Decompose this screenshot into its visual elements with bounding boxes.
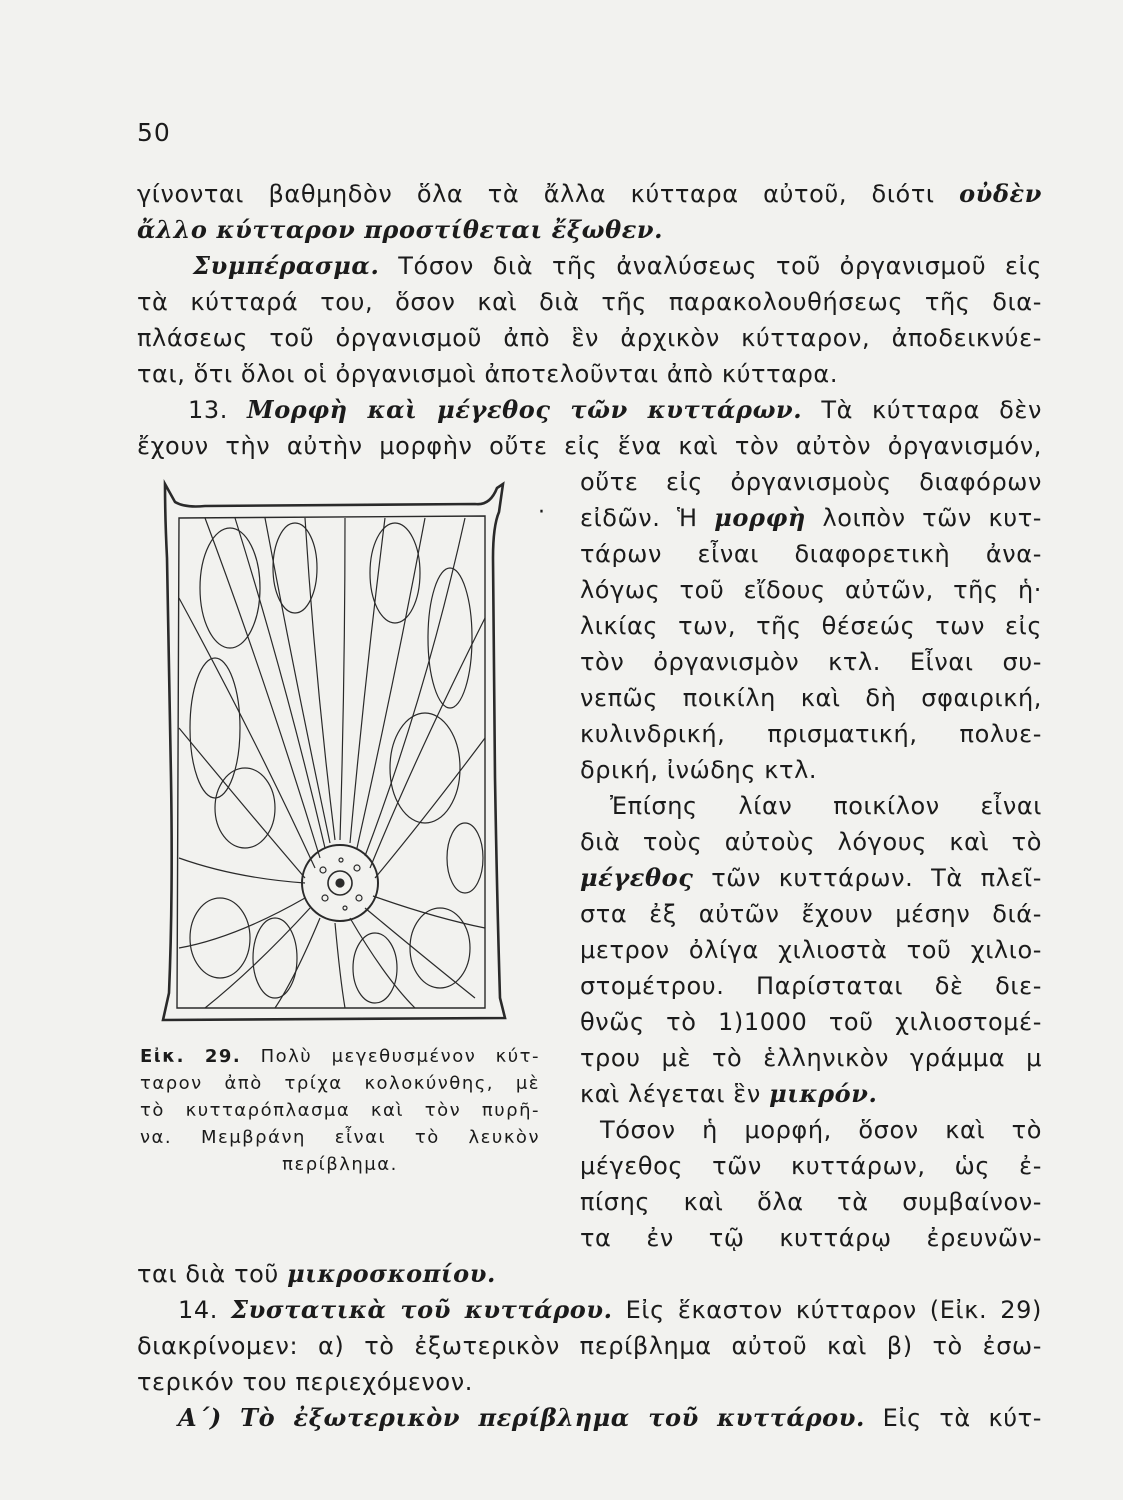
text-line: πίσης καὶ ὅλα τὰ συμβαίνον- xyxy=(580,1188,1042,1216)
text-line: ἔχουν τὴν αὐτὴν μορφὴν οὔτε εἰς ἕνα καὶ τὸν αὐτὸν ὀργανισμόν, xyxy=(137,432,1042,460)
text-line: στομέτρου. Παρίσταται δὲ διε- xyxy=(580,972,1042,1000)
text-line: λικίας των, τῆς θέσεώς των εἰς xyxy=(580,612,1042,640)
text-line: ται, ὅτι ὅλοι οἱ ὀργανισμοὶ ἀποτελοῦνται ἀπὸ κύτταρα. xyxy=(137,360,839,388)
text-line: λόγως τοῦ εἴδους αὐτῶν, τῆς ἡ· xyxy=(580,576,1042,604)
text-line: εἰδῶν. Ἡ μορφὴ λοιπὸν τῶν κυτ- xyxy=(580,503,1043,532)
section-heading: Μορφὴ καὶ μέγεθος τῶν κυττάρων. xyxy=(247,395,803,424)
text-line: τάρων εἶναι διαφορετικὴ ἀνα- xyxy=(580,540,1042,568)
text-line: μετρον ὀλίγα χιλιοστὰ τοῦ χιλιο- xyxy=(580,936,1042,964)
emphasis: μορφὴ xyxy=(714,503,806,532)
text-line: κυλινδρική, πρισματική, πολυε- xyxy=(580,720,1042,748)
emphasis: μέγεθος xyxy=(580,863,694,892)
text-line: τὸν ὀργανισμὸν κτλ. Εἶναι συ- xyxy=(580,648,1042,676)
figure-caption-line: τὸ κυτταρόπλασμα καὶ τὸν πυρῆ- xyxy=(140,1100,540,1121)
figure-caption-line: να. Μεμβράνη εἶναι τὸ λευκὸν xyxy=(140,1127,540,1148)
text-line: ται διὰ τοῦ μικροσκοπίου. xyxy=(137,1259,496,1288)
margin-mark: · xyxy=(538,500,545,525)
text-line: διακρίνομεν: α) τὸ ἐξωτερικὸν περίβλημα αὐτοῦ καὶ β) τὸ ἐσω- xyxy=(137,1332,1042,1360)
text-line: Συμπέρασμα. Τόσον διὰ τῆς ἀναλύσεως τοῦ ὀργανισμοῦ εἰς xyxy=(193,251,1042,280)
text-line: Τόσον ἡ μορφή, ὅσον καὶ τὸ xyxy=(600,1116,1042,1144)
cell-illustration xyxy=(145,478,535,1033)
figure-caption-line: περίβλημα. xyxy=(282,1154,398,1175)
figure-caption-line: ταρον ἀπὸ τρίχα κολοκύνθης, μὲ xyxy=(140,1073,540,1094)
text-line: στα ἐξ αὐτῶν ἔχουν μέσην διά- xyxy=(580,900,1042,928)
text-line: γίνονται βαθμηδὸν ὅλα τὰ ἄλλα κύτταρα αὐτοῦ, διότι οὐδὲν xyxy=(137,179,1042,208)
text-line: οὔτε εἰς ὀργανισμοὺς διαφόρων xyxy=(580,468,1042,496)
text-line: διὰ τοὺς αὐτοὺς λόγους καὶ τὸ xyxy=(580,828,1042,856)
text-line: τρου μὲ τὸ ἑλληνικὸν γράμμα μ xyxy=(580,1044,1042,1072)
text-line: τερικόν του περιεχόμενον. xyxy=(137,1368,473,1396)
figure-caption: Εἰκ. 29. Πολὺ μεγεθυσμένον κύτ- xyxy=(140,1046,540,1067)
emphasis: οὐδὲν xyxy=(959,179,1042,208)
section-heading: Συστατικὰ τοῦ κυττάρου. xyxy=(231,1295,613,1324)
text-line: Ἐπίσης λίαν ποικίλον εἶναι xyxy=(610,792,1042,820)
text-line: Α΄) Τὸ ἐξωτερικὸν περίβλημα τοῦ κυττάρου. Εἰς τὰ κύτ- xyxy=(178,1403,1042,1432)
text-line: 13. Μορφὴ καὶ μέγεθος τῶν κυττάρων. Τὰ κύτταρα δὲν xyxy=(188,395,1042,424)
page-number: 50 xyxy=(137,118,171,147)
text-line: τὰ κύτταρά του, ὅσον καὶ διὰ τῆς παρακολουθήσεως τῆς δια- xyxy=(137,288,1042,316)
text-line: θνῶς τὸ 1)1000 τοῦ χιλιοστομέ- xyxy=(580,1008,1042,1036)
figure-label: Εἰκ. 29. xyxy=(140,1046,242,1067)
cell-drawing xyxy=(145,478,535,1033)
text-line: 14. Συστατικὰ τοῦ κυττάρου. Εἰς ἕκαστον κύτταρον (Εἰκ. 29) xyxy=(178,1295,1043,1324)
emphasis: μικροσκοπίου. xyxy=(287,1259,496,1288)
text-line: πλάσεως τοῦ ὀργανισμοῦ ἀπὸ ἓν ἀρχικὸν κύτταρον, ἀποδεικνύε- xyxy=(137,324,1042,352)
text-line xyxy=(137,214,1042,246)
emphasis: μικρόν. xyxy=(769,1079,878,1108)
text-line: καὶ λέγεται ἓν μικρόν. xyxy=(580,1079,878,1108)
section-heading: Α΄) Τὸ ἐξωτερικὸν περίβλημα τοῦ κυττάρου. xyxy=(178,1403,865,1432)
paragraph-heading: Συμπέρασμα. xyxy=(193,251,380,280)
text-line: τα ἐν τῷ κυττάρῳ ἐρευνῶν- xyxy=(580,1224,1042,1252)
text-line: μέγεθος τῶν κυττάρων. Τὰ πλεῖ- xyxy=(580,863,1043,892)
text-line: μέγεθος τῶν κυττάρων, ὡς ἐ- xyxy=(580,1152,1042,1180)
text-line: νεπῶς ποικίλη καὶ δὴ σφαιρική, xyxy=(580,684,1042,712)
emphasis: ἄλλο κύτταρον προστίθεται ἔξωθεν. xyxy=(137,215,664,244)
text-line: δρική, ἰνώδης κτλ. xyxy=(580,756,818,784)
